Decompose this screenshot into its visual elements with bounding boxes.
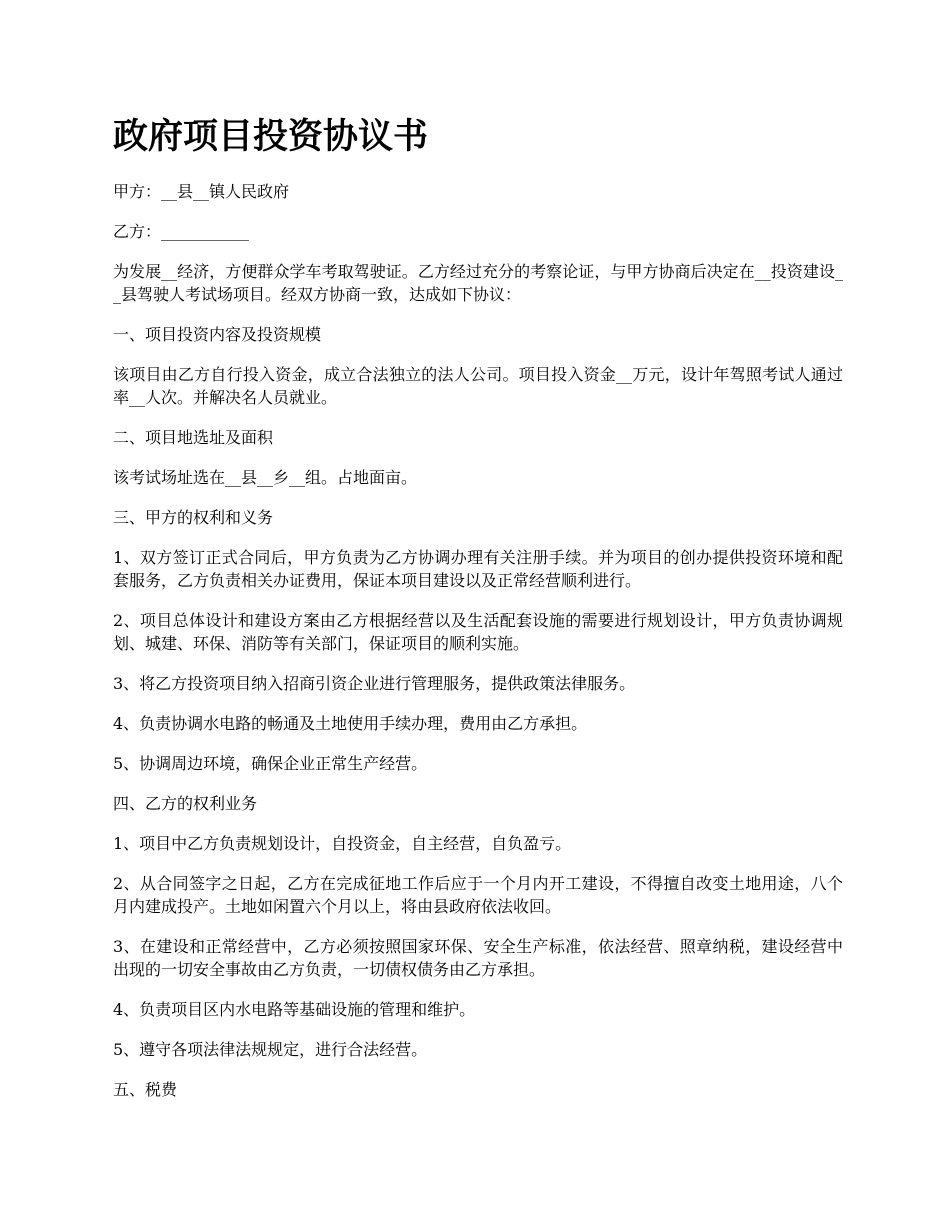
document-title: 政府项目投资协议书 (113, 116, 429, 157)
party-a-line: 甲方：__县__镇人民政府 (113, 182, 290, 201)
section-3-item-3: 3、将乙方投资项目纳入招商引资企业进行管理服务，提供政策法律服务。 (113, 674, 636, 693)
section-heading-2: 二、项目地选址及面积 (113, 428, 274, 447)
section-3-item-5: 5、协调周边环境，确保企业正常生产经营。 (113, 754, 428, 773)
section-4-item-2: 2、从合同签字之日起，乙方在完成征地工作后应于一个月内开工建设，不得擅自改变土地用途，八个月内建成投产。土地如闲置六个月以上，将由县政府依法收回。 (113, 874, 843, 916)
section-heading-1: 一、项目投资内容及投资规模 (113, 325, 322, 344)
section-3-item-4: 4、负责协调水电路的畅通及土地使用手续办理，费用由乙方承担。 (113, 714, 588, 733)
document-body (113, 180, 843, 1118)
section-1-paragraph: 该项目由乙方自行投入资金，成立合法独立的法人公司。项目投入资金__万元，设计年驾照考试人通过率__人次。并解决名人员就业。 (113, 365, 843, 407)
section-2-paragraph: 该考试场址选在__县__乡__组。占地面亩。 (113, 468, 418, 487)
section-heading-3: 三、甲方的权利和义务 (113, 508, 274, 527)
section-4-item-1: 1、项目中乙方负责规划设计，自投资金，自主经营，自负盈亏。 (113, 834, 572, 853)
section-heading-4: 四、乙方的权利业务 (113, 794, 258, 813)
section-4-item-5: 5、遵守各项法律法规规定，进行合法经营。 (113, 1040, 428, 1059)
section-4-item-4: 4、负责项目区内水电路等基础设施的管理和维护。 (113, 1000, 476, 1019)
section-4-item-3: 3、在建设和正常经营中，乙方必须按照国家环保、安全生产标准，依法经营、照章纳税，建设经营中出现的一切安全事故由乙方负责，一切债权债务由乙方承担。 (113, 937, 843, 979)
section-3-item-1: 1、双方签订正式合同后，甲方负责为乙方协调办理有关注册手续。并为项目的创办提供投资环境和配套服务，乙方负责相关办证费用，保证本项目建设以及正常经营顺利进行。 (113, 548, 843, 590)
intro-paragraph: 为发展__经济，方便群众学车考取驾驶证。乙方经过充分的考察论证，与甲方协商后决定在__投资建设__县驾驶人考试场项目。经双方协商一致，达成如下协议： (113, 262, 843, 304)
section-3-item-2: 2、项目总体设计和建设方案由乙方根据经营以及生活配套设施的需要进行规划设计，甲方负责协调规划、城建、环保、消防等有关部门，保证项目的顺利实施。 (113, 611, 843, 653)
section-heading-5: 五、税费 (113, 1080, 178, 1099)
party-b-line: 乙方：___________ (113, 222, 250, 241)
